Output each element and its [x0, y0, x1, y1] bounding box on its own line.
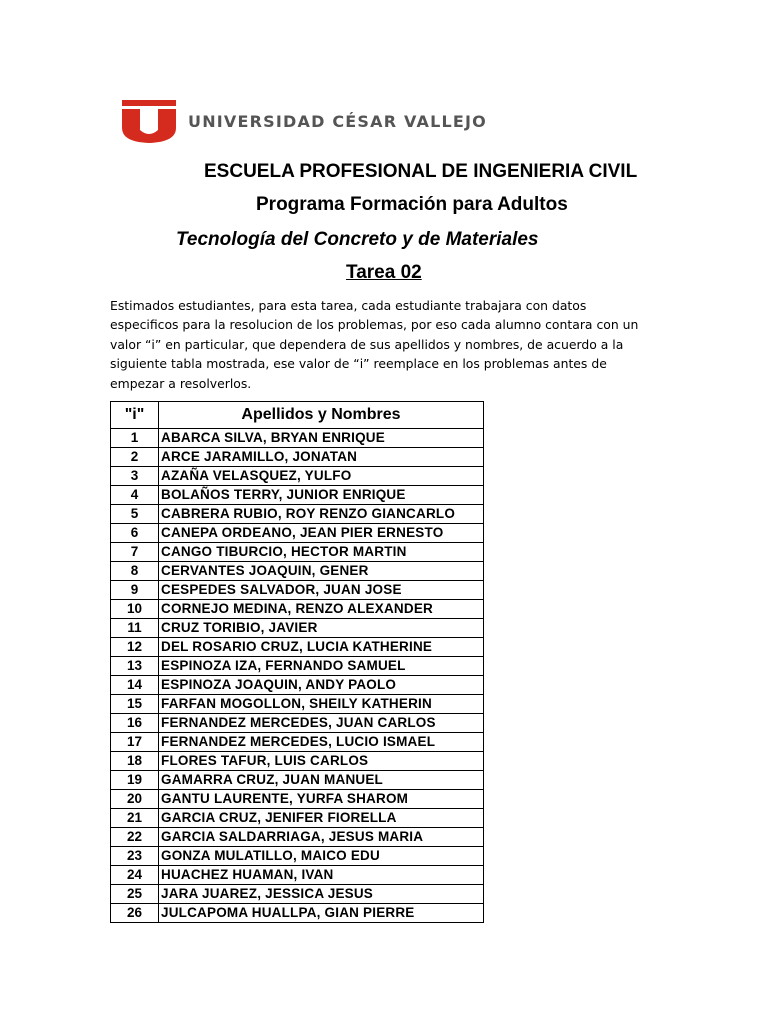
row-student-name: GARCIA CRUZ, JENIFER FIORELLA: [159, 809, 484, 828]
table-row: [111, 676, 484, 695]
row-index: 7: [111, 543, 159, 562]
row-student-name: GONZA MULATILLO, MAICO EDU: [159, 847, 484, 866]
row-index: 13: [111, 657, 159, 676]
row-index: 23: [111, 847, 159, 866]
logo-text: UNIVERSIDAD CÉSAR VALLEJO: [188, 111, 487, 131]
table-row: [111, 448, 484, 467]
row-student-name: GARCIA SALDARRIAGA, JESUS MARIA: [159, 828, 484, 847]
table-row: [111, 600, 484, 619]
table-row: [111, 714, 484, 733]
table-row: [111, 809, 484, 828]
university-logo: [120, 98, 487, 144]
ucv-emblem-icon: [120, 98, 178, 144]
row-index: 20: [111, 790, 159, 809]
table-row: [111, 695, 484, 714]
row-index: 17: [111, 733, 159, 752]
table-row: [111, 885, 484, 904]
row-student-name: GAMARRA CRUZ, JUAN MANUEL: [159, 771, 484, 790]
row-student-name: CERVANTES JOAQUIN, GENER: [159, 562, 484, 581]
table-row: [111, 562, 484, 581]
table-row: [111, 486, 484, 505]
row-student-name: CABRERA RUBIO, ROY RENZO GIANCARLO: [159, 505, 484, 524]
row-index: 1: [111, 429, 159, 448]
row-student-name: CORNEJO MEDINA, RENZO ALEXANDER: [159, 600, 484, 619]
table-row: [111, 619, 484, 638]
table-row: [111, 581, 484, 600]
row-student-name: CESPEDES SALVADOR, JUAN JOSE: [159, 581, 484, 600]
table-row: [111, 752, 484, 771]
table-row: [111, 638, 484, 657]
row-index: 14: [111, 676, 159, 695]
row-student-name: FLORES TAFUR, LUIS CARLOS: [159, 752, 484, 771]
row-student-name: DEL ROSARIO CRUZ, LUCIA KATHERINE: [159, 638, 484, 657]
table-header-row: [111, 402, 484, 429]
students-table: [110, 401, 484, 923]
row-index: 10: [111, 600, 159, 619]
row-index: 22: [111, 828, 159, 847]
row-student-name: ESPINOZA JOAQUIN, ANDY PAOLO: [159, 676, 484, 695]
table-row: [111, 904, 484, 923]
row-student-name: ARCE JARAMILLO, JONATAN: [159, 448, 484, 467]
column-header-name: Apellidos y Nombres: [159, 402, 484, 429]
row-index: 21: [111, 809, 159, 828]
row-index: 6: [111, 524, 159, 543]
row-student-name: BOLAÑOS TERRY, JUNIOR ENRIQUE: [159, 486, 484, 505]
task-title: Tarea 02: [346, 262, 422, 283]
row-student-name: AZAÑA VELASQUEZ, YULFO: [159, 467, 484, 486]
row-student-name: FERNANDEZ MERCEDES, LUCIO ISMAEL: [159, 733, 484, 752]
table-row: [111, 733, 484, 752]
table-row: [111, 790, 484, 809]
table-row: [111, 505, 484, 524]
row-student-name: FERNANDEZ MERCEDES, JUAN CARLOS: [159, 714, 484, 733]
row-index: 18: [111, 752, 159, 771]
row-student-name: HUACHEZ HUAMAN, IVAN: [159, 866, 484, 885]
row-index: 12: [111, 638, 159, 657]
table-row: [111, 467, 484, 486]
school-title: ESCUELA PROFESIONAL DE INGENIERIA CIVIL: [204, 161, 638, 182]
row-student-name: GANTU LAURENTE, YURFA SHAROM: [159, 790, 484, 809]
table-row: [111, 828, 484, 847]
row-index: 4: [111, 486, 159, 505]
row-index: 24: [111, 866, 159, 885]
program-title: Programa Formación para Adultos: [256, 194, 568, 215]
table-row: [111, 657, 484, 676]
row-student-name: JARA JUAREZ, JESSICA JESUS: [159, 885, 484, 904]
table-row: [111, 543, 484, 562]
table-row: [111, 847, 484, 866]
course-title: Tecnología del Concreto y de Materiales: [176, 229, 539, 250]
row-student-name: ESPINOZA IZA, FERNANDO SAMUEL: [159, 657, 484, 676]
table-row: [111, 429, 484, 448]
row-index: 19: [111, 771, 159, 790]
column-header-i: "i": [111, 402, 159, 429]
intro-paragraph: Estimados estudiantes, para esta tarea, cada estudiante trabajara con datos especificos para la resolucion de los problemas, por eso cada alumno contara con un valor “i” en particular, que dependera de sus apellidos y nombres, de acuerdo a la siguiente tabla mostrada, ese valor de “i” reemplace en los problemas antes de empezar a resolverlos.: [110, 298, 639, 391]
row-student-name: CRUZ TORIBIO, JAVIER: [159, 619, 484, 638]
row-index: 3: [111, 467, 159, 486]
row-index: 26: [111, 904, 159, 923]
row-student-name: CANGO TIBURCIO, HECTOR MARTIN: [159, 543, 484, 562]
row-index: 16: [111, 714, 159, 733]
row-index: 8: [111, 562, 159, 581]
row-index: 9: [111, 581, 159, 600]
row-index: 15: [111, 695, 159, 714]
row-student-name: ABARCA SILVA, BRYAN ENRIQUE: [159, 429, 484, 448]
row-index: 2: [111, 448, 159, 467]
table-row: [111, 866, 484, 885]
row-index: 5: [111, 505, 159, 524]
table-row: [111, 524, 484, 543]
row-index: 11: [111, 619, 159, 638]
row-student-name: CANEPA ORDEANO, JEAN PIER ERNESTO: [159, 524, 484, 543]
row-student-name: FARFAN MOGOLLON, SHEILY KATHERIN: [159, 695, 484, 714]
row-index: 25: [111, 885, 159, 904]
row-student-name: JULCAPOMA HUALLPA, GIAN PIERRE: [159, 904, 484, 923]
table-row: [111, 771, 484, 790]
